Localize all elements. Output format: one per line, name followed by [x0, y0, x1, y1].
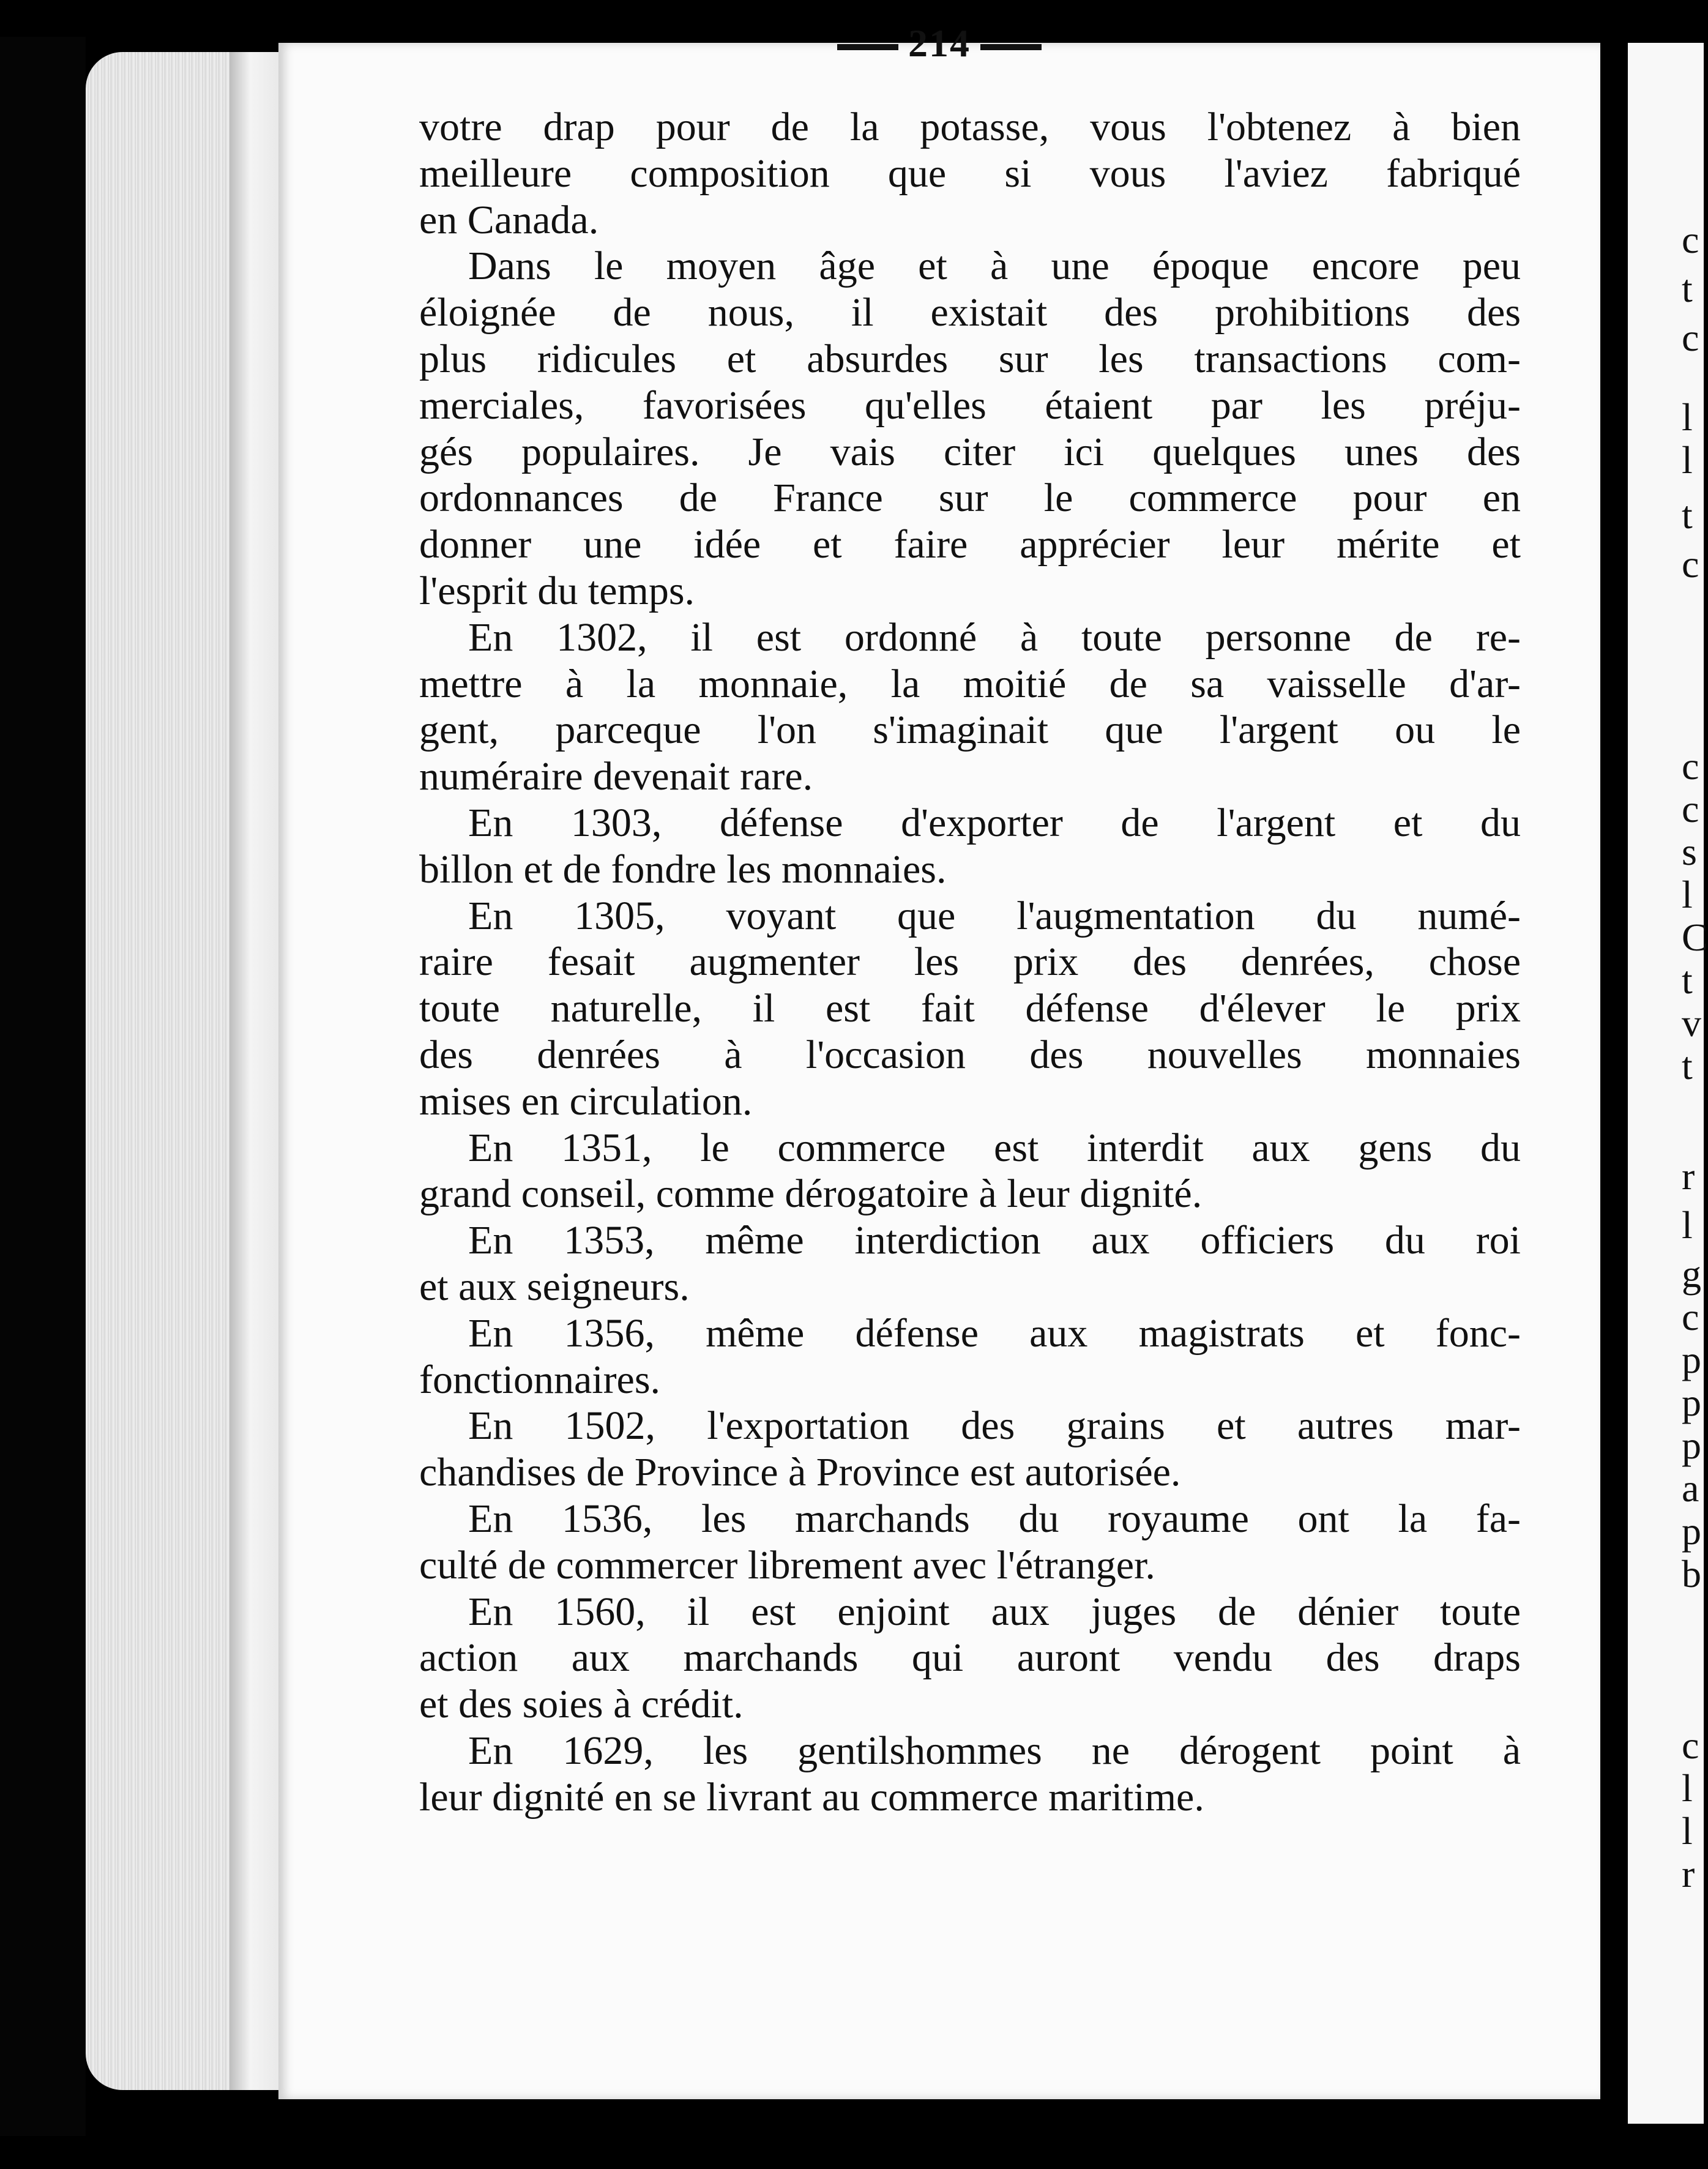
text-line: action aux marchands qui auront vendu des draps [419, 1635, 1521, 1681]
text-line: plus ridicules et absurdes sur les transactions com- [419, 336, 1521, 381]
opposite-page-letter: l [1682, 1766, 1693, 1810]
opposite-page-letter: l [1682, 438, 1693, 482]
text-line: En 1303, défense d'exporter de l'argent et du [468, 800, 1521, 845]
opposite-page-letter: l [1682, 395, 1693, 439]
text-line: leur dignité en se livrant au commerce maritime. [419, 1774, 1204, 1820]
text-line: des denrées à l'occasion des nouvelles monnaies [419, 1032, 1521, 1077]
paragraph [419, 1217, 1521, 1310]
opposite-page-letter: c [1682, 1723, 1699, 1767]
text-line: l'esprit du temps. [419, 568, 695, 613]
text-line: En 1560, il est enjoint aux juges de dénier toute [468, 1589, 1521, 1634]
text-line: grand conseil, comme dérogatoire à leur dignité. [419, 1171, 1203, 1217]
text-line: En 1536, les marchands du royaume ont la fa- [468, 1496, 1521, 1541]
book-fore-edge [86, 52, 282, 2090]
text-line: en Canada. [419, 197, 599, 242]
text-line: billon et de fondre les monnaies. [419, 846, 947, 892]
paragraph [419, 104, 1521, 243]
opposite-page-letter: c [1682, 218, 1699, 261]
opposite-page-letter: p [1682, 1424, 1701, 1467]
opposite-page-letter: c [1682, 787, 1699, 831]
book-page [278, 21, 1600, 2099]
page-number-dash-left [837, 44, 898, 50]
opposite-page-letter: l [1682, 1203, 1693, 1247]
text-line: En 1351, le commerce est interdit aux gens du [468, 1125, 1521, 1170]
opposite-page-letter: c [1682, 744, 1699, 788]
opposite-page-letter: v [1682, 1001, 1701, 1045]
text-line: raire fesait augmenter les prix des denrées, chose [419, 939, 1521, 985]
text-line: chandises de Province à Province est autorisée. [419, 1450, 1181, 1495]
opposite-page-edge [1628, 43, 1708, 2124]
opposite-page-letter: s [1682, 830, 1697, 873]
text-line: et aux seigneurs. [419, 1264, 690, 1309]
page-number-header [278, 21, 1600, 66]
text-line: numéraire devenait rare. [419, 754, 813, 799]
text-line: Dans le moyen âge et à une époque encore peu [468, 244, 1521, 289]
opposite-page-letter: c [1682, 1295, 1699, 1338]
opposite-page-letter: t [1682, 958, 1693, 1002]
paragraph [419, 1728, 1521, 1821]
text-line: En 1356, même défense aux magistrats et fonc- [468, 1310, 1521, 1356]
paragraph [419, 1310, 1521, 1403]
paragraph [419, 1496, 1521, 1589]
opposite-page-letter: g [1682, 1252, 1701, 1296]
book-gutter [1600, 0, 1628, 2169]
paragraph [419, 1403, 1521, 1496]
text-line: votre drap pour de la potasse, vous l'obtenez à bien [419, 105, 1521, 149]
opposite-page-letter: b [1682, 1552, 1701, 1596]
text-line: mettre à la monnaie, la moitié de sa vaisselle d'ar- [419, 661, 1521, 706]
opposite-page-letter: r [1682, 1154, 1695, 1198]
paragraph [419, 1125, 1521, 1218]
text-line: culté de commercer librement avec l'étranger. [419, 1542, 1155, 1588]
page-number-dash-right [980, 44, 1042, 50]
text-line: et des soies à crédit. [419, 1682, 744, 1727]
paragraph [419, 893, 1521, 1125]
opposite-page-letter: l [1682, 873, 1693, 916]
text-line: toute naturelle, il est fait défense d'élever le prix [419, 986, 1521, 1031]
body-text [419, 104, 1521, 1820]
opposite-page-letter: l [1682, 1809, 1693, 1853]
text-line: En 1302, il est ordonné à toute personne de re- [468, 614, 1521, 660]
text-line: En 1305, voyant que l'augmentation du numé- [468, 893, 1521, 938]
paragraph [419, 800, 1521, 893]
opposite-page-letter: t [1682, 493, 1693, 537]
text-line: merciales, favorisées qu'elles étaient par les préju- [419, 383, 1521, 428]
opposite-page-letter: t [1682, 267, 1693, 310]
text-line: donner une idée et faire apprécier leur mérite et [419, 522, 1521, 567]
paragraph [419, 243, 1521, 614]
opposite-page-letter: c [1682, 316, 1699, 359]
text-line: ordonnances de France sur le commerce pour en [419, 476, 1521, 521]
opposite-page-letter: a [1682, 1466, 1699, 1510]
text-line: gés populaires. Je vais citer ici quelques unes des [419, 429, 1521, 474]
paragraph [419, 614, 1521, 800]
text-line: éloignée de nous, il existait des prohibitions des [419, 290, 1521, 335]
opposite-page-letter: p [1682, 1509, 1701, 1553]
text-line: En 1629, les gentilshommes ne dérogent point à [468, 1728, 1521, 1773]
text-line: En 1502, l'exportation des grains et autres mar- [468, 1403, 1521, 1449]
text-line: meilleure composition que si vous l'aviez fabriqué [419, 151, 1521, 196]
opposite-page-letter: p [1682, 1338, 1701, 1381]
text-line: fonctionnaires. [419, 1357, 661, 1402]
opposite-page-letter: p [1682, 1381, 1701, 1424]
opposite-page-letter: C [1682, 916, 1708, 959]
text-line: mises en circulation. [419, 1078, 753, 1124]
page-number: 214 [908, 21, 971, 65]
scan-left-margin [0, 37, 86, 2136]
text-line: En 1353, même interdiction aux officiers du roi [468, 1218, 1521, 1263]
opposite-page-letter: t [1682, 1044, 1693, 1088]
text-line: gent, parceque l'on s'imaginait que l'argent ou le [419, 707, 1521, 753]
opposite-page-letter: c [1682, 542, 1699, 586]
opposite-page-letter: r [1682, 1852, 1695, 1895]
paragraph [419, 1589, 1521, 1728]
